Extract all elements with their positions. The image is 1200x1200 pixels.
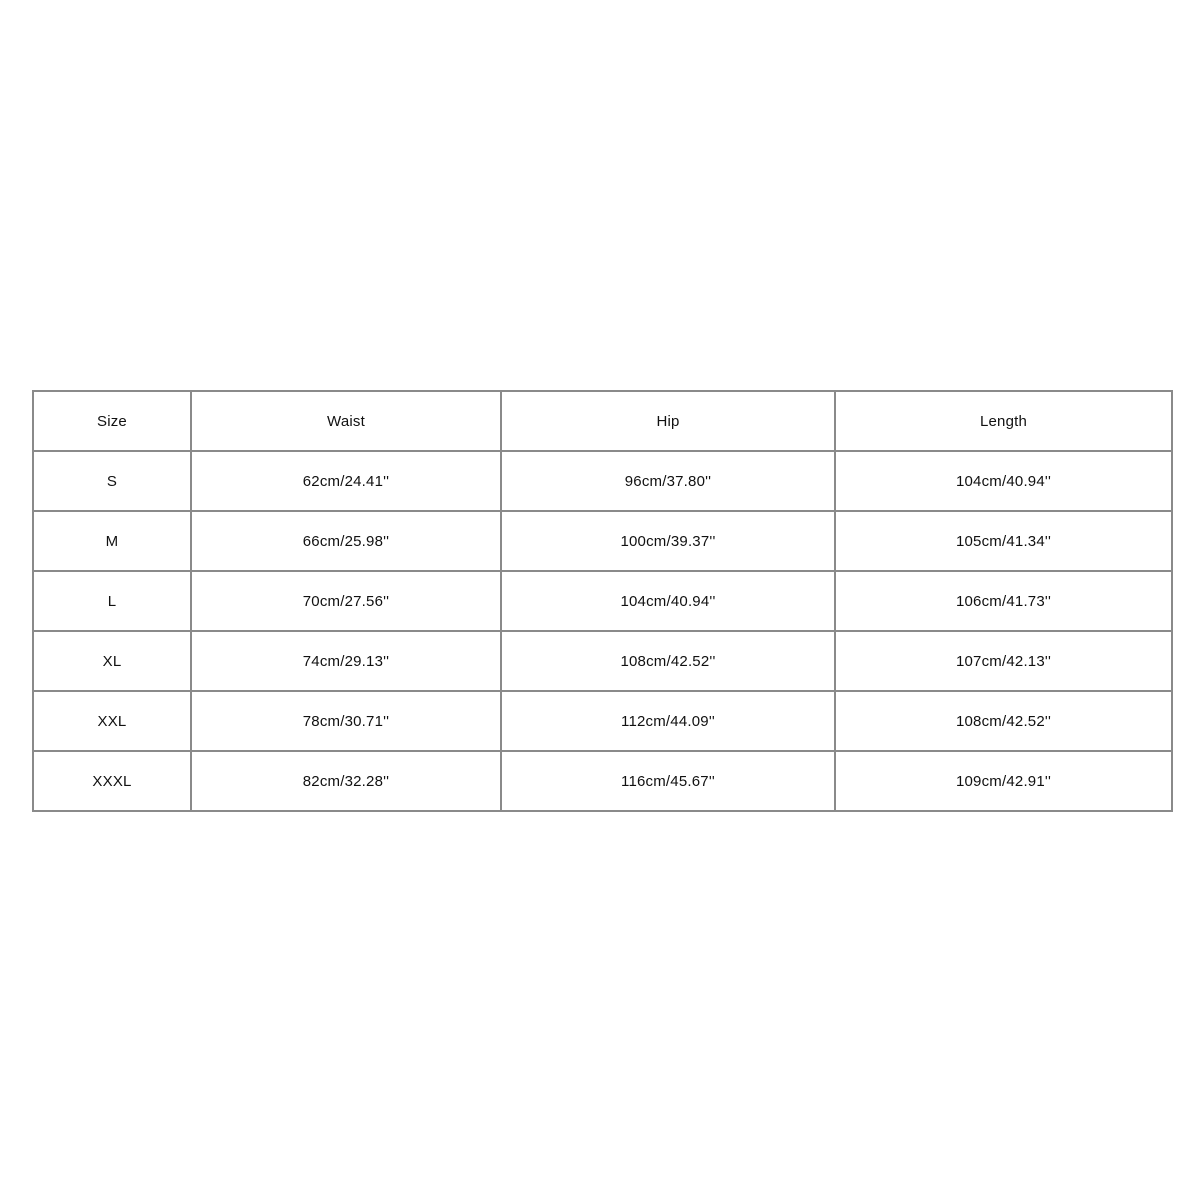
header-hip: Hip (501, 391, 835, 451)
header-length: Length (835, 391, 1172, 451)
cell-hip: 100cm/39.37'' (501, 511, 835, 571)
size-chart-table (32, 390, 1173, 812)
cell-waist: 70cm/27.56'' (191, 571, 501, 631)
cell-hip: 112cm/44.09'' (501, 691, 835, 751)
cell-length: 104cm/40.94'' (835, 451, 1172, 511)
cell-waist: 74cm/29.13'' (191, 631, 501, 691)
cell-size: L (33, 571, 191, 631)
cell-length: 107cm/42.13'' (835, 631, 1172, 691)
cell-hip: 104cm/40.94'' (501, 571, 835, 631)
cell-length: 105cm/41.34'' (835, 511, 1172, 571)
table-row (33, 751, 1172, 811)
cell-length: 109cm/42.91'' (835, 751, 1172, 811)
table-row (33, 691, 1172, 751)
cell-length: 106cm/41.73'' (835, 571, 1172, 631)
cell-size: S (33, 451, 191, 511)
cell-hip: 116cm/45.67'' (501, 751, 835, 811)
cell-size: XXL (33, 691, 191, 751)
table-row (33, 631, 1172, 691)
cell-hip: 108cm/42.52'' (501, 631, 835, 691)
cell-size: M (33, 511, 191, 571)
cell-waist: 82cm/32.28'' (191, 751, 501, 811)
cell-waist: 66cm/25.98'' (191, 511, 501, 571)
table-header-row (33, 391, 1172, 451)
table-row (33, 571, 1172, 631)
cell-waist: 62cm/24.41'' (191, 451, 501, 511)
table-row (33, 451, 1172, 511)
cell-hip: 96cm/37.80'' (501, 451, 835, 511)
header-size: Size (33, 391, 191, 451)
cell-length: 108cm/42.52'' (835, 691, 1172, 751)
cell-waist: 78cm/30.71'' (191, 691, 501, 751)
header-waist: Waist (191, 391, 501, 451)
cell-size: XXXL (33, 751, 191, 811)
cell-size: XL (33, 631, 191, 691)
table-row (33, 511, 1172, 571)
